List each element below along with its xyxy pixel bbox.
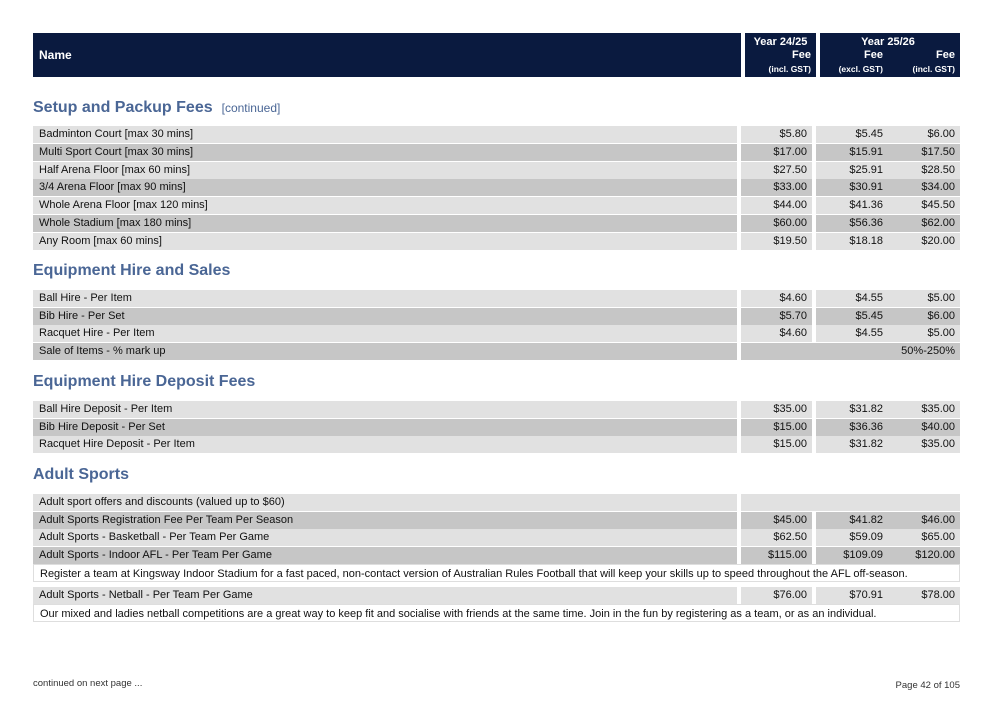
table-row: Whole Stadium [max 180 mins] $60.00 $56.36 $62.00 bbox=[33, 215, 960, 232]
table-row: Badminton Court [max 30 mins] $5.80 $5.45 $6.00 bbox=[33, 126, 960, 143]
page-number: Page 42 of 105 bbox=[895, 680, 960, 691]
table-row: Adult sport offers and discounts (valued up to $60) bbox=[33, 494, 960, 511]
table-header bbox=[33, 33, 960, 77]
header-year-24-25 bbox=[741, 33, 820, 77]
table-row: 3/4 Arena Floor [max 90 mins] $33.00 $30.91 $34.00 bbox=[33, 179, 960, 196]
table-row: Multi Sport Court [max 30 mins] $17.00 $15.91 $17.50 bbox=[33, 144, 960, 161]
table-row: Whole Arena Floor [max 120 mins] $44.00 $41.36 $45.50 bbox=[33, 197, 960, 214]
header-fee-incl: Fee bbox=[936, 49, 955, 61]
header-year-25-26 bbox=[816, 33, 960, 77]
table-row: Adult Sports Registration Fee Per Team Per Season $45.00 $41.82 $46.00 bbox=[33, 512, 960, 529]
header-fee-24: Fee bbox=[792, 49, 811, 61]
table-row: Ball Hire Deposit - Per Item $35.00 $31.82 $35.00 bbox=[33, 401, 960, 418]
header-gst-24: (incl. GST) bbox=[768, 64, 811, 74]
table-row: Adult Sports - Netball - Per Team Per Game $76.00 $70.91 $78.00 bbox=[33, 587, 960, 604]
table-row: Sale of Items - % mark up 50%-250% bbox=[33, 343, 960, 360]
table-row: Half Arena Floor [max 60 mins] $27.50 $25.91 $28.50 bbox=[33, 162, 960, 179]
table-row: Adult Sports - Basketball - Per Team Per Game $62.50 $59.09 $65.00 bbox=[33, 529, 960, 546]
fee-schedule-page bbox=[33, 33, 960, 620]
table-row: Bib Hire - Per Set $5.70 $5.45 $6.00 bbox=[33, 308, 960, 325]
header-fee-excl: Fee bbox=[864, 49, 883, 61]
afl-description: Register a team at Kingsway Indoor Stadium for a fast paced, non-contact version of Australian Rules Football that will keep your skills up to speed throughout the AFL off-season. bbox=[33, 564, 960, 582]
header-gst-incl: (incl. GST) bbox=[912, 64, 955, 74]
continued-footer: continued on next page ... bbox=[33, 678, 143, 689]
header-year-25-26-label: Year 25/26 bbox=[861, 36, 915, 48]
continued-note: [continued] bbox=[221, 101, 281, 115]
table-row: Racquet Hire - Per Item $4.60 $4.55 $5.00 bbox=[33, 325, 960, 342]
table-row: Any Room [max 60 mins] $19.50 $18.18 $20.00 bbox=[33, 233, 960, 250]
section-title-adult-sports: Adult Sports bbox=[33, 466, 129, 483]
header-gst-excl: (excl. GST) bbox=[838, 64, 883, 74]
header-name: Name bbox=[39, 48, 72, 62]
table-row: Ball Hire - Per Item $4.60 $4.55 $5.00 bbox=[33, 290, 960, 307]
table-row: Bib Hire Deposit - Per Set $15.00 $36.36 $40.00 bbox=[33, 419, 960, 436]
table-row: Racquet Hire Deposit - Per Item $15.00 $31.82 $35.00 bbox=[33, 436, 960, 453]
header-year-24-25-label: Year 24/25 bbox=[753, 36, 808, 48]
section-title-equipment: Equipment Hire and Sales bbox=[33, 262, 231, 279]
section-title-deposit: Equipment Hire Deposit Fees bbox=[33, 373, 256, 390]
netball-description: Our mixed and ladies netball competitions are a great way to keep fit and socialise with friends at the same time. Join in the fun by registering as a team, or as an individual. bbox=[33, 604, 960, 622]
section-title-setup: Setup and Packup Fees [continued] bbox=[33, 99, 281, 116]
table-row: Adult Sports - Indoor AFL - Per Team Per Game $115.00 $109.09 $120.00 bbox=[33, 547, 960, 564]
